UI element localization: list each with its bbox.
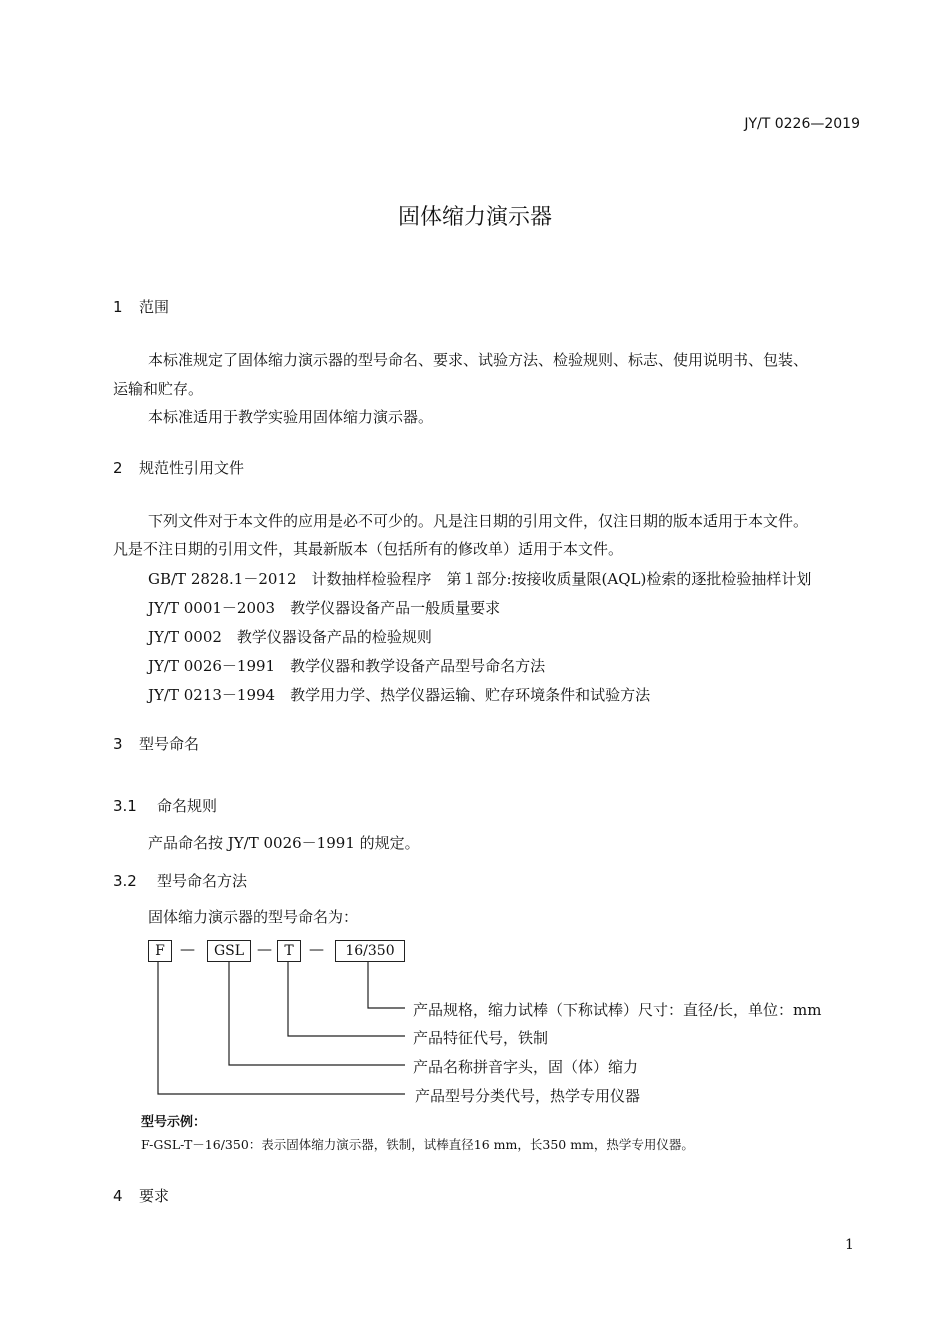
connector-feature [288, 962, 405, 1036]
scope-paragraph-line1: 本标准规定了固体缩力演示器的型号命名、要求、试验方法、检验规则、标志、使用说明书、包装、 [148, 351, 809, 369]
model-code-box-f: F [148, 940, 172, 962]
model-label-class: 产品型号分类代号，热学专用仪器 [415, 1087, 641, 1105]
model-code-separator: — [180, 940, 195, 958]
section-title: 规范性引用文件 [139, 459, 245, 477]
references-paragraph-line2: 凡是不注日期的引用文件，其最新版本（包括所有的修改单）适用于本文件。 [113, 540, 624, 558]
section-4-heading [113, 1185, 169, 1206]
scope-paragraph-2: 本标准适用于教学实验用固体缩力演示器。 [148, 408, 434, 426]
standard-code: JY/T 0226—2019 [744, 116, 860, 132]
model-label-feature: 产品特征代号，铁制 [413, 1029, 549, 1047]
section-number: 3 [113, 735, 123, 753]
reference-item: JY/T 0002 教学仪器设备产品的检验规则 [148, 628, 432, 646]
section-title: 型号命名 [139, 735, 200, 753]
model-code-box-spec: 16/350 [335, 940, 405, 962]
model-code-separator: — [309, 940, 324, 958]
connector-name [229, 962, 405, 1065]
section-number: 2 [113, 459, 123, 477]
section-number: 1 [113, 298, 123, 316]
model-label-name: 产品名称拼音字头，固（体）缩力 [413, 1058, 639, 1076]
section-number: 3.1 [113, 797, 137, 815]
example-title: 型号示例： [141, 1115, 207, 1130]
model-code-box-t: T [277, 940, 301, 962]
model-label-spec: 产品规格，缩力试棒（下称试棒）尺寸：直径/长，单位：mm [413, 1001, 822, 1019]
model-naming-intro: 固体缩力演示器的型号命名为： [148, 908, 359, 926]
section-title: 范围 [139, 298, 170, 316]
section-title: 要求 [139, 1187, 170, 1205]
references-paragraph-line1: 下列文件对于本文件的应用是必不可少的。凡是注日期的引用文件，仅注日期的版本适用于本文件。 [148, 512, 809, 530]
reference-item: JY/T 0213－1994 教学用力学、热学仪器运输、贮存环境条件和试验方法 [148, 686, 651, 704]
reference-item: JY/T 0001－2003 教学仪器设备产品一般质量要求 [148, 599, 501, 617]
section-number: 3.2 [113, 872, 137, 890]
model-code-box-gsl: GSL [207, 940, 251, 962]
document-title: 固体缩力演示器 [397, 205, 552, 230]
page-number: 1 [845, 1237, 854, 1253]
example-text: F-GSL-T－16/350：表示固体缩力演示器，铁制，试棒直径16 mm，长350 mm，热学专用仪器。 [141, 1137, 694, 1152]
section-number: 4 [113, 1187, 123, 1205]
reference-item: GB/T 2828.1－2012 计数抽样检验程序 第１部分:按接收质量限(AQL)检索的逐批检验抽样计划 [148, 570, 812, 588]
section-title: 型号命名方法 [157, 872, 248, 890]
connector-spec [368, 962, 405, 1008]
naming-rule-text: 产品命名按 JY/T 0026－1991 的规定。 [148, 834, 420, 852]
scope-paragraph-line2: 运输和贮存。 [113, 380, 204, 398]
reference-item: JY/T 0026－1991 教学仪器和教学设备产品型号命名方法 [148, 657, 546, 675]
section-title: 命名规则 [157, 797, 218, 815]
model-code-separator: — [257, 940, 272, 958]
